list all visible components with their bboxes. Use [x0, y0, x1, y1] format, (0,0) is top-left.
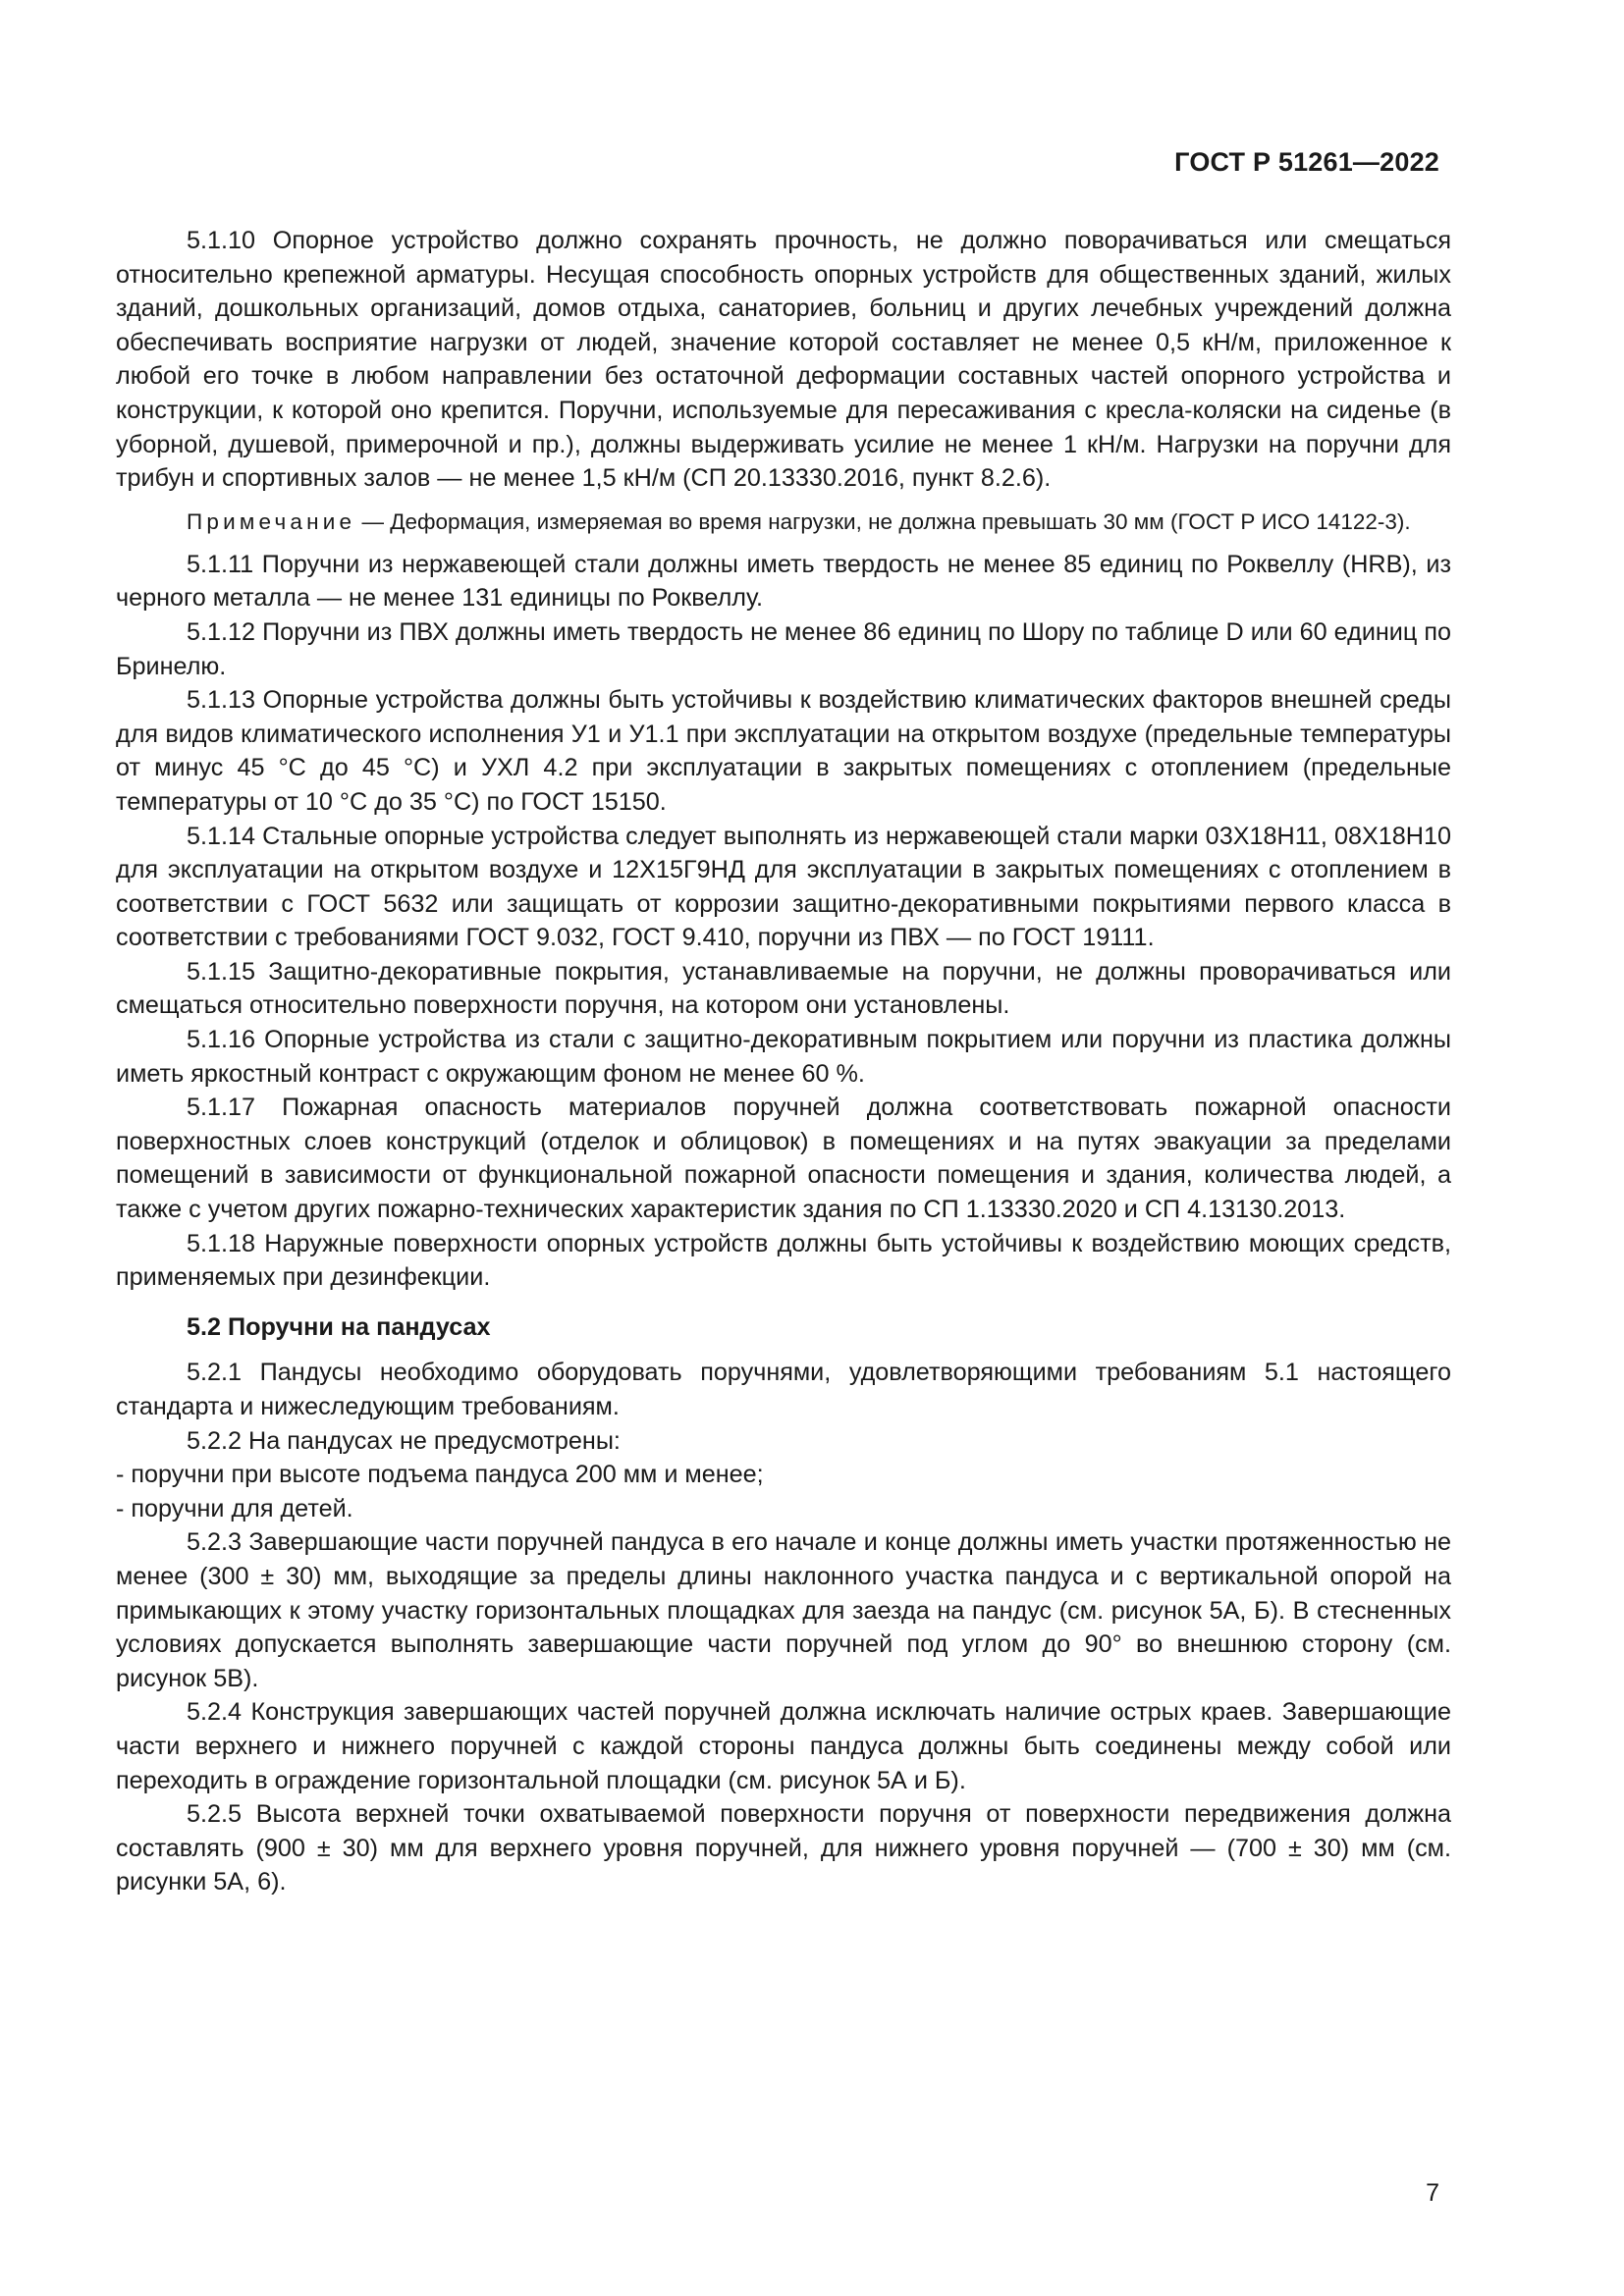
note-label: Примечание: [187, 508, 356, 534]
clause-5-1-10: 5.1.10 Опорное устройство должно сохранять прочность, не должно поворачиваться или смещаться относительно крепежной арматуры. Несущая способность опорных устройств для общественных зданий, жилых зданий, дошкольных организаций, домов отдыха, санаториев, больниц и других лечебных учреждений должна обеспечивать восприятие нагрузки от людей, значение которой составляет не менее 0,5 кН/м, приложенное к любой его точке в любом направлении без остаточной деформации составных частей опорного устройства и конструкции, к которой оно крепится. Поручни, используемые для пересаживания с кресла-коляски на сиденье (в уборной, душевой, примерочной и пр.), должны выдерживать усилие не менее 1 кН/м. Нагрузки на поручни для трибун и спортивных залов — не менее 1,5 кН/м (СП 20.13330.2016, пункт 8.2.6).: [116, 227, 1451, 493]
section-heading-5-2: 5.2 Поручни на пандусах: [187, 1312, 491, 1341]
clause-5-1-15: 5.1.15 Защитно-декоративные покрытия, устанавливаемые на поручни, не должны проворачиваться или смещаться относительно поверхности поручня, на котором они установлены.: [116, 957, 1451, 1020]
list-item: - поручни для детей.: [116, 1494, 353, 1522]
clause-5-1-12: 5.1.12 Поручни из ПВХ должны иметь твердость не менее 86 единиц по Шору по таблице D или 60 единиц по Бринелю.: [116, 617, 1451, 680]
clause-5-2-3: 5.2.3 Завершающие части поручней пандуса в его начале и конце должны иметь участки протяженностью не менее (300 ± 30) мм, выходящие за пределы длины наклонного участка пандуса и с вертикальной опорой на примыкающих к этому участку горизонтальных площадках для заезда на пандус (см. рисунок 5А, Б). В стесненных условиях допускается выполнять завершающие части поручней под углом до 90° во внешнюю сторону (см. рисунок 5В).: [116, 1528, 1451, 1692]
clause-5-1-17: 5.1.17 Пожарная опасность материалов поручней должна соответствовать пожарной опасности поверхностных слоев конструкций (отделок и облицовок) в помещениях и на путях эвакуации за пределами помещений в зависимости от функциональной пожарной опасности помещения и здания, количества людей, а также с учетом других пожарно-технических характеристик здания по СП 1.13330.2020 и СП 4.13130.2013.: [116, 1094, 1451, 1224]
clause-5-1-11: 5.1.11 Поручни из нержавеющей стали должны иметь твердость не менее 85 единиц по Роквеллу (HRB), из черного металла — не менее 131 единицы по Роквеллу.: [116, 550, 1451, 613]
clause-5-2-2: 5.2.2 На пандусах не предусмотрены:: [187, 1426, 621, 1455]
document-code-header: ГОСТ Р 51261—2022: [1174, 147, 1439, 177]
page-number: 7: [1426, 2179, 1439, 2207]
clause-5-1-18: 5.1.18 Наружные поверхности опорных устройств должны быть устойчивы к воздействию моющих средств, применяемых при дезинфекции.: [116, 1229, 1451, 1292]
clause-5-1-13: 5.1.13 Опорные устройства должны быть устойчивы к воздействию климатических факторов внешней среды для видов климатического исполнения У1 и У1.1 при эксплуатации на открытом воздухе (предельные температуры от минус 45 °С до 45 °С) и УХЛ 4.2 при эксплуатации в закрытых помещениях с отоплением (предельные температуры от 10 °С до 35 °С) по ГОСТ 15150.: [116, 686, 1451, 816]
clause-5-2-1: 5.2.1 Пандусы необходимо оборудовать поручнями, удовлетворяющими требованиям 5.1 настоящего стандарта и нижеследующим требованиям.: [116, 1359, 1451, 1420]
clause-5-2-4: 5.2.4 Конструкция завершающих частей поручней должна исключать наличие острых краев. Завершающие части верхнего и нижнего поручней с каждой стороны пандуса должны быть соединены между собой или переходить в ограждение горизонтальной площадки (см. рисунок 5А и Б).: [116, 1698, 1451, 1794]
list-item: - поручни при высоте подъема пандуса 200 мм и менее;: [116, 1461, 764, 1489]
note-text: — Деформация, измеряемая во время нагрузки, не должна превышать 30 мм (ГОСТ Р ИСО 14122-3).: [355, 508, 1411, 534]
clause-5-2-5: 5.2.5 Высота верхней точки охватываемой поверхности поручня от поверхности передвижения должна составлять (900 ± 30) мм для верхнего уровня поручней, для нижнего уровня поручней — (700 ± 30) мм (см. рисунки 5А, 6).: [116, 1800, 1451, 1896]
document-body: [116, 224, 1451, 1899]
clause-5-1-16: 5.1.16 Опорные устройства из стали с защитно-декоративным покрытием или поручни из пластика должны иметь яркостный контраст с окружающим фоном не менее 60 %.: [116, 1026, 1451, 1088]
clause-5-1-14: 5.1.14 Стальные опорные устройства следует выполнять из нержавеющей стали марки 03Х18Н11, 08Х18Н10 для эксплуатации на открытом воздухе и 12Х15Г9НД для эксплуатации в закрытых помещениях с отоплением в соответствии с ГОСТ 5632 или защищать от коррозии защитно-декоративными покрытиями первого класса в соответствии с требованиями ГОСТ 9.032, ГОСТ 9.410, поручни из ПВХ — по ГОСТ 19111.: [116, 822, 1451, 952]
note: [116, 507, 1451, 536]
